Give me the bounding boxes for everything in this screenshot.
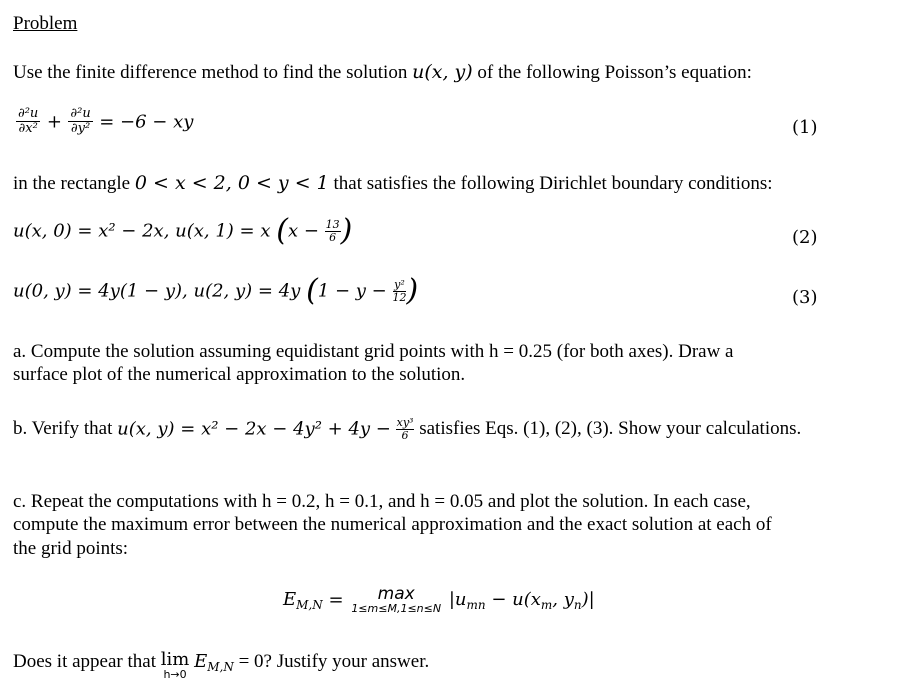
question-lead: Does it appear that	[13, 651, 161, 672]
max-operator	[351, 586, 441, 614]
eq3-frac-den: 12	[392, 290, 407, 304]
error-comma: , y	[552, 588, 574, 610]
error-close: )|	[581, 588, 595, 610]
eq2-fraction	[325, 219, 341, 243]
eq1-term2	[68, 107, 92, 137]
limit-label: lim	[160, 649, 190, 670]
eq1-term2-den: ∂y²	[70, 121, 91, 137]
part-b-frac-den: 6	[401, 428, 409, 442]
part-a-line-2: surface plot of the numerical approximation to the solution.	[13, 364, 466, 385]
domain-math: 0 < x < 2, 0 < y < 1	[134, 172, 329, 194]
eq3-inner: 1 − y −	[317, 280, 387, 302]
eq2-left: u(x, 0) = x² − 2x, u(x, 1) = x	[13, 220, 271, 242]
eq1-rhs: = −6 − xy	[99, 111, 194, 133]
eq1-plus: +	[46, 111, 62, 133]
part-b	[13, 417, 801, 441]
eq1-term1-den: ∂x²	[18, 121, 38, 137]
equation-3	[13, 273, 419, 308]
eq2-paren-open: (	[276, 213, 288, 248]
eq1-term2-num: ∂²u	[70, 106, 91, 121]
intro-paragraph	[13, 61, 752, 84]
eq1-term1	[16, 107, 40, 137]
part-c-line-1: c. Repeat the computations with h = 0.2, h = 0.1, and h = 0.05 and plot the solution. In each case,	[13, 491, 751, 512]
eq3-fraction	[392, 279, 406, 303]
equation-1	[14, 107, 193, 137]
error-equation	[283, 586, 595, 614]
eq2-frac-num: 13	[325, 217, 340, 231]
part-b-lead: b. Verify that	[13, 418, 118, 440]
eq1-term1-num: ∂²u	[18, 106, 39, 121]
equation-2	[13, 213, 353, 248]
eq3-left: u(0, y) = 4y(1 − y), u(2, y) = 4y	[13, 280, 301, 302]
error-rhs: |u	[448, 588, 467, 610]
domain-paragraph	[13, 172, 773, 195]
error-lhs: E	[283, 588, 297, 610]
problem-heading: Problem	[13, 13, 78, 34]
part-b-fraction	[396, 417, 415, 441]
part-b-tail: satisfies Eqs. (1), (2), (3). Show your calculations.	[414, 418, 802, 440]
limit-operator	[161, 651, 190, 680]
error-equals: =	[328, 589, 344, 611]
error-rhs-sub: mn	[466, 597, 486, 612]
intro-variable: u(x, y)	[412, 61, 473, 83]
max-label: max	[377, 584, 415, 604]
question-E: E	[194, 651, 208, 672]
question-tail: = 0? Justify your answer.	[233, 651, 430, 672]
error-xm-sub: m	[540, 597, 553, 612]
eq2-frac-den: 6	[329, 230, 337, 244]
eq3-paren-open: (	[306, 273, 318, 308]
error-rhs-tail: − u(x	[485, 588, 541, 610]
question-E-sub: M,N	[207, 660, 234, 674]
domain-lead: in the rectangle	[13, 173, 135, 194]
intro-text: Use the finite difference method to find the solution	[13, 62, 413, 83]
equation-1-number: (1)	[792, 117, 818, 138]
eq2-paren-close: )	[340, 213, 353, 248]
error-lhs-sub: M,N	[296, 597, 323, 612]
part-c-line-3: the grid points:	[13, 538, 129, 559]
eq3-frac-num: y²	[394, 277, 405, 291]
part-b-math: u(x, y) = x² − 2x − 4y² + 4y −	[117, 418, 391, 440]
part-a-line-1: a. Compute the solution assuming equidistant grid points with h = 0.25 (for both axes). Draw a	[13, 341, 734, 362]
eq3-paren-close: )	[406, 273, 419, 308]
eq2-inner: x −	[287, 220, 319, 242]
error-yn-sub: n	[573, 597, 582, 612]
limit-subscript: h→0	[163, 668, 187, 681]
equation-2-number: (2)	[792, 227, 818, 248]
equation-3-number: (3)	[792, 287, 818, 308]
domain-tail: that satisfies the following Dirichlet boundary conditions:	[328, 173, 773, 194]
max-subscript: 1≤m≤M,1≤n≤N	[351, 602, 442, 615]
part-b-frac-num: xy³	[396, 416, 414, 429]
intro-tail: of the following Poisson’s equation:	[472, 62, 752, 83]
final-question	[13, 651, 429, 680]
part-c-line-2: compute the maximum error between the numerical approximation and the exact solution at each of	[13, 514, 772, 535]
